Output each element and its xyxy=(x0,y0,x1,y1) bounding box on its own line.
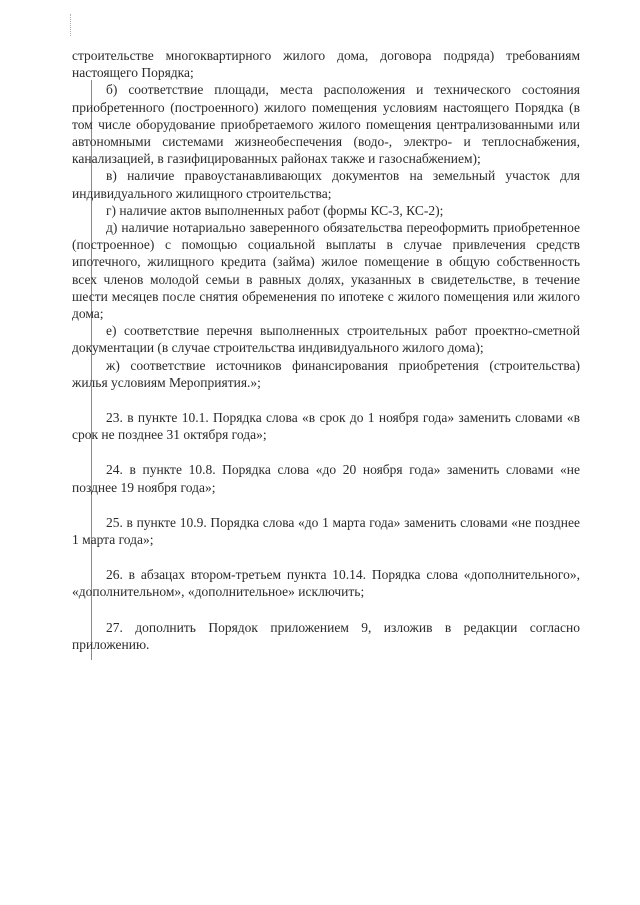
item-24: 24. в пункте 10.8. Порядка слова «до 20 ноября года» заменить словами «не позднее 19 ноября года»; xyxy=(72,462,580,495)
paragraph-d: д) наличие нотариально заверенного обязательства переоформить приобретенное (построенное) с помощью социальной выплаты в случае привлечения средств ипотечного, жилищного кредита (займа) жилое помещение в общую собственность всех членов молодой семьи в равных долях, указанных в свидетельстве, в течение шести месяцев после снятия обременения по ипотеке с жилого помещения или жилого дома; xyxy=(72,220,580,322)
scan-mark xyxy=(70,14,72,36)
document-body xyxy=(72,47,580,653)
item-25: 25. в пункте 10.9. Порядка слова «до 1 марта года» заменить словами «не позднее 1 марта года»; xyxy=(72,514,580,548)
paragraph-v: в) наличие правоустанавливающих документов на земельный участок для индивидуального жилищного строительства; xyxy=(72,168,580,201)
paragraph-continuation: строительстве многоквартирного жилого дома, договора подряда) требованиям настоящего Порядка; xyxy=(72,48,580,81)
item-26: 26. в абзацах втором-третьем пункта 10.14. Порядка слова «дополнительного», «дополнительном», «дополнительное» исключить; xyxy=(72,567,580,600)
paragraph-zh: ж) соответствие источников финансирования приобретения (строительства) жилья условиям Мероприятия.»; xyxy=(72,357,580,390)
paragraph-b: б) соответствие площади, места расположения и технического состояния приобретенного (построенного) жилого помещения условиям настоящего Порядка (в том числе оборудование приобретаемого жилого помещения централизованными или автономными системами жизнеобеспечения (водо-, электро- и теплоснабжения, канализацией, в газифицированных районах также и газоснабжением); xyxy=(72,82,580,167)
item-23: 23. в пункте 10.1. Порядка слова «в срок до 1 ноября года» заменить словами «в срок не позднее 31 октября года»; xyxy=(72,410,580,443)
paragraph-e: е) соответствие перечня выполненных строительных работ проектно-сметной документации (в случае строительства индивидуального жилого дома); xyxy=(72,323,580,356)
paragraph-g: г) наличие актов выполненных работ (формы КС-3, КС-2); xyxy=(106,202,444,218)
item-27: 27. дополнить Порядок приложением 9, изложив в редакции согласно приложению. xyxy=(72,619,580,652)
